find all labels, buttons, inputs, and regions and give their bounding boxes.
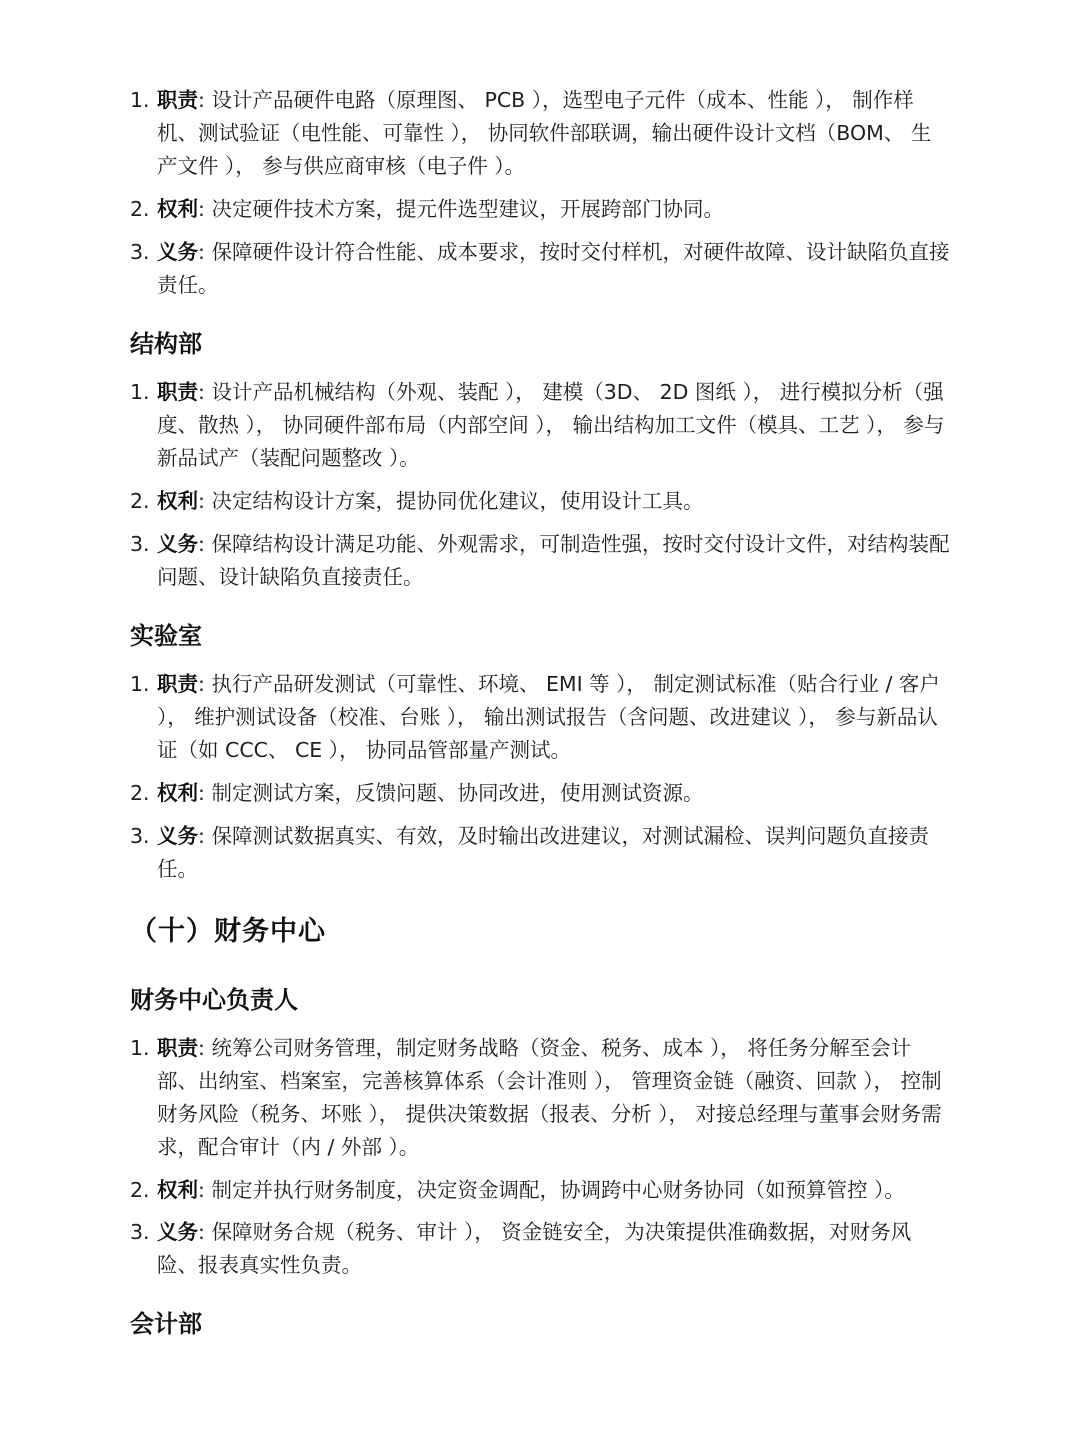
item-text: 保障测试数据真实、有效，及时输出改进建议，对测试漏检、误判问题负直接责任。 (157, 824, 929, 881)
section-heading-accounting: 会计部 (130, 1310, 202, 1338)
item-separator: : (198, 489, 205, 513)
list-item (130, 777, 950, 810)
list-item (130, 236, 950, 302)
item-text: 决定硬件技术方案，提元件选型建议，开展跨部门协同。 (211, 197, 724, 221)
list-number: 1. (130, 1036, 150, 1060)
item-separator: : (198, 88, 205, 112)
item-label: 义务 (157, 1220, 198, 1244)
item-text: 保障结构设计满足功能、外观需求，可制造性强，按时交付设计文件，对结构装配问题、设计缺陷负直接责任。 (157, 532, 950, 589)
item-separator: : (198, 1178, 205, 1202)
item-text: 统筹公司财务管理，制定财务战略（资金、税务、成本 ）， 将任务分解至会计部、出纳室、档案室，完善核算体系（会计准则 ）， 管理资金链（融资、回款 ）， 控制财务风险（税务、坏账 ）， 提供决策数据（报表、分析 ）， 对接总经理与董事会财务需求，配合审计（内 / 外部 ）。 (157, 1036, 942, 1159)
list-item (130, 668, 950, 767)
list-number: 2. (130, 489, 150, 513)
list-item (130, 1216, 950, 1282)
list-item (130, 1174, 950, 1207)
item-text: 制定并执行财务制度，决定资金调配，协调跨中心财务协同（如预算管控 ）。 (211, 1178, 905, 1202)
item-text: 保障财务合规（税务、审计 ）， 资金链安全，为决策提供准确数据，对财务风险、报表真实性负责。 (157, 1220, 912, 1277)
item-separator: : (198, 380, 205, 404)
section-heading-finance-head: 财务中心负责人 (130, 986, 298, 1014)
item-label: 义务 (157, 532, 198, 556)
item-label: 职责 (157, 88, 198, 112)
item-text: 执行产品研发测试（可靠性、环境、 EMI 等 ）， 制定测试标准（贴合行业 / 客户 ）， 维护测试设备（校准、台账 ）， 输出测试报告（含问题、改进建议 ）， 参与新品认证（如 CCC、 CE ）， 协同品管部量产测试。 (157, 672, 940, 762)
list-item (130, 376, 950, 475)
item-separator: : (198, 672, 205, 696)
item-separator: : (198, 197, 205, 221)
item-separator: : (198, 1220, 205, 1244)
list-number: 1. (130, 380, 150, 404)
list-item (130, 485, 950, 518)
item-label: 权利 (157, 1178, 198, 1202)
list-item (130, 193, 950, 226)
item-label: 权利 (157, 489, 198, 513)
item-label: 职责 (157, 672, 198, 696)
item-separator: : (198, 532, 205, 556)
item-label: 职责 (157, 380, 198, 404)
list-item (130, 84, 950, 183)
list-number: 1. (130, 88, 150, 112)
item-separator: : (198, 781, 205, 805)
section-heading-lab: 实验室 (130, 622, 202, 650)
item-separator: : (198, 824, 205, 848)
chapter-heading-finance: （十）财务中心 (130, 916, 326, 947)
item-text: 设计产品机械结构（外观、装配 ）， 建模（3D、 2D 图纸 ）， 进行模拟分析（强度、散热 ）， 协同硬件部布局（内部空间 ）， 输出结构加工文件（模具、工艺 ）， 参与新品试产（装配问题整改 ）。 (157, 380, 945, 470)
list-number: 2. (130, 781, 150, 805)
list-number: 1. (130, 672, 150, 696)
list-item (130, 820, 950, 886)
item-label: 义务 (157, 824, 198, 848)
list-item (130, 1032, 950, 1164)
list-number: 2. (130, 197, 150, 221)
list-number: 3. (130, 532, 150, 556)
item-text: 制定测试方案，反馈问题、协同改进，使用测试资源。 (211, 781, 704, 805)
item-separator: : (198, 240, 205, 264)
item-label: 权利 (157, 197, 198, 221)
item-text: 决定结构设计方案，提协同优化建议，使用设计工具。 (211, 489, 704, 513)
item-label: 职责 (157, 1036, 198, 1060)
item-separator: : (198, 1036, 205, 1060)
item-text: 保障硬件设计符合性能、成本要求，按时交付样机，对硬件故障、设计缺陷负直接责任。 (157, 240, 950, 297)
item-label: 义务 (157, 240, 198, 264)
list-number: 3. (130, 1220, 150, 1244)
list-number: 3. (130, 240, 150, 264)
list-item (130, 528, 950, 594)
list-number: 2. (130, 1178, 150, 1202)
item-text: 设计产品硬件电路（原理图、 PCB ），选型电子元件（成本、性能 ）， 制作样机、测试验证（电性能、可靠性 ）， 协同软件部联调，输出硬件设计文档（BOM、 生产文件 ）， 参与供应商审核（电子件 ）。 (157, 88, 932, 178)
list-number: 3. (130, 824, 150, 848)
section-heading-structure: 结构部 (130, 330, 202, 358)
item-label: 权利 (157, 781, 198, 805)
